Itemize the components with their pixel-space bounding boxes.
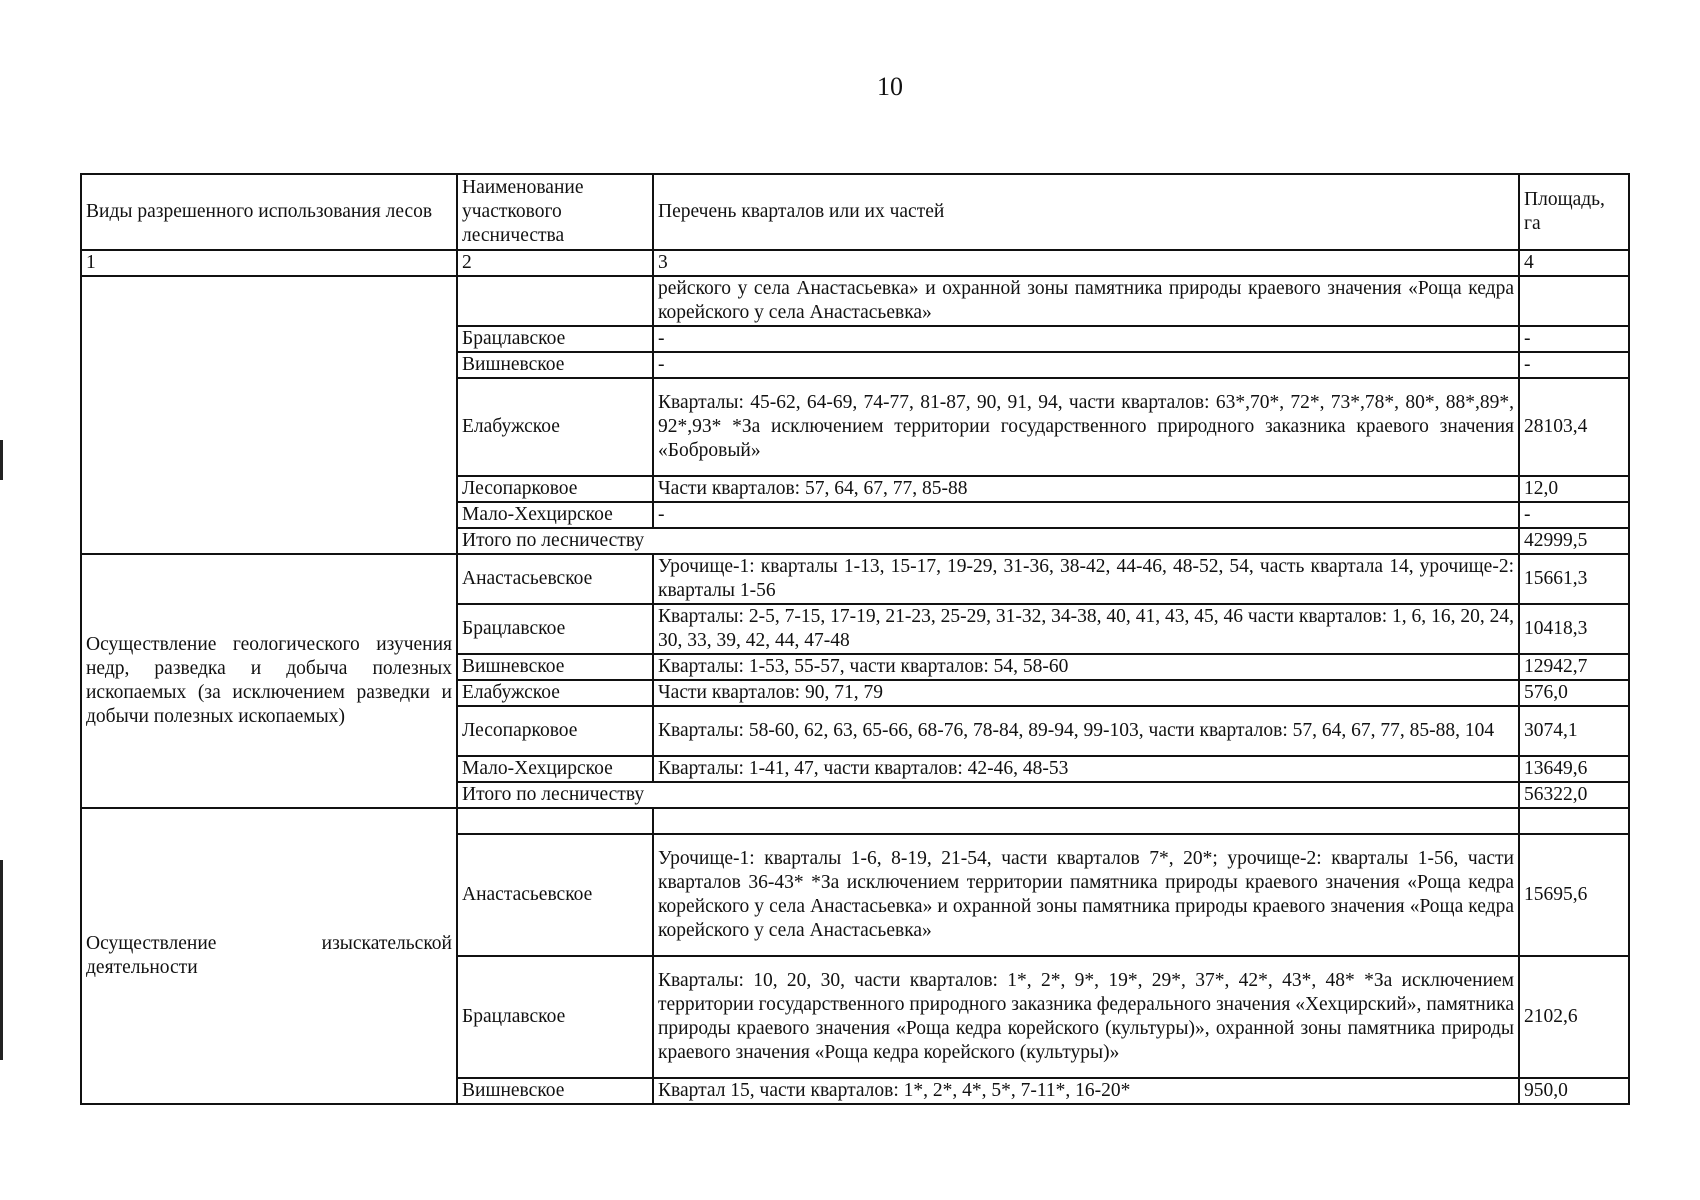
total-area: 56322,0 xyxy=(1519,782,1629,808)
use-type-cell: Осуществление изыскательской деятельности xyxy=(81,808,457,1104)
forestry-cell xyxy=(457,276,653,326)
use-type-cell xyxy=(81,276,457,554)
area-cell: 576,0 xyxy=(1519,680,1629,706)
area-cell: - xyxy=(1519,326,1629,352)
forestry-cell: Лесопарковое xyxy=(457,706,653,756)
forestry-cell: Брацлавское xyxy=(457,604,653,654)
area-cell xyxy=(1519,808,1629,834)
forestry-cell: Брацлавское xyxy=(457,326,653,352)
use-type-cell: Осуществление геологического изучения недр, разведка и добыча полезных ископаемых (за исключением разведки и добычи полезных ископаемых) xyxy=(81,554,457,808)
scan-edge-mark xyxy=(0,440,3,480)
area-cell: 2102,6 xyxy=(1519,956,1629,1078)
total-label: Итого по лесничеству xyxy=(457,528,1519,554)
quarters-cell: рейского у села Анастасьевка» и охранной зоны памятника природы краевого значения «Роща кедра корейского у села Анастасьевка» xyxy=(653,276,1519,326)
table-header-row xyxy=(81,174,1629,250)
quarters-cell: Квартал 15, части кварталов: 1*, 2*, 4*, 5*, 7-11*, 16-20* xyxy=(653,1078,1519,1104)
quarters-cell: Кварталы: 10, 20, 30, части кварталов: 1*, 2*, 9*, 19*, 29*, 37*, 42*, 43*, 48* *За исключением территории государственного природного заказника федерального значения «Хехцирский», памятника природы краевого значения «Роща кедра корейского (культуры)», охранной зоны памятника природы краевого значения «Роща кедра корейского (культуры)» xyxy=(653,956,1519,1078)
header-area: Площадь, га xyxy=(1519,174,1629,250)
area-cell: 12,0 xyxy=(1519,476,1629,502)
quarters-cell: Кварталы: 2-5, 7-15, 17-19, 21-23, 25-29, 31-32, 34-38, 40, 41, 43, 45, 46 части кварталов: 1, 6, 16, 20, 24, 30, 33, 39, 42, 44, 47-48 xyxy=(653,604,1519,654)
page-number: 10 xyxy=(877,72,903,101)
column-number: 3 xyxy=(653,250,1519,276)
area-cell: 950,0 xyxy=(1519,1078,1629,1104)
forestry-cell: Елабужское xyxy=(457,680,653,706)
forestry-cell: Вишневское xyxy=(457,654,653,680)
quarters-cell: - xyxy=(653,326,1519,352)
forestry-cell: Лесопарковое xyxy=(457,476,653,502)
quarters-cell: - xyxy=(653,352,1519,378)
header-use-type: Виды разрешенного использования лесов xyxy=(81,174,457,250)
area-cell: 13649,6 xyxy=(1519,756,1629,782)
total-label: Итого по лесничеству xyxy=(457,782,1519,808)
header-forestry: Наименование участкового лесничества xyxy=(457,174,653,250)
table-row xyxy=(81,554,1629,604)
quarters-cell: Кварталы: 58-60, 62, 63, 65-66, 68-76, 78-84, 89-94, 99-103, части кварталов: 57, 64, 67, 77, 85-88, 104 xyxy=(653,706,1519,756)
forestry-cell: Елабужское xyxy=(457,378,653,476)
quarters-cell: Части кварталов: 57, 64, 67, 77, 85-88 xyxy=(653,476,1519,502)
forestry-cell: Брацлавское xyxy=(457,956,653,1078)
header-quarters: Перечень кварталов или их частей xyxy=(653,174,1519,250)
column-number: 4 xyxy=(1519,250,1629,276)
area-cell: - xyxy=(1519,352,1629,378)
area-cell: 15695,6 xyxy=(1519,834,1629,956)
column-number: 1 xyxy=(81,250,457,276)
forestry-cell: Вишневское xyxy=(457,352,653,378)
table-row xyxy=(81,276,1629,326)
area-cell: 28103,4 xyxy=(1519,378,1629,476)
forestry-cell xyxy=(457,808,653,834)
forestry-cell: Анастасьевское xyxy=(457,554,653,604)
forestry-cell: Мало-Хехцирское xyxy=(457,502,653,528)
area-cell xyxy=(1519,276,1629,326)
area-cell: 10418,3 xyxy=(1519,604,1629,654)
table-row xyxy=(81,808,1629,834)
quarters-cell xyxy=(653,808,1519,834)
area-cell: 12942,7 xyxy=(1519,654,1629,680)
forestry-cell: Анастасьевское xyxy=(457,834,653,956)
forest-use-table xyxy=(80,173,1630,1105)
quarters-cell: Кварталы: 45-62, 64-69, 74-77, 81-87, 90, 91, 94, части кварталов: 63*,70*, 72*, 73*,78*, 80*, 88*,89*, 92*,93* *За исключением территории государственного природного заказника краевого значения «Бобровый» xyxy=(653,378,1519,476)
quarters-cell: Части кварталов: 90, 71, 79 xyxy=(653,680,1519,706)
quarters-cell: Кварталы: 1-53, 55-57, части кварталов: 54, 58-60 xyxy=(653,654,1519,680)
quarters-cell: Урочище-1: кварталы 1-6, 8-19, 21-54, части кварталов 7*, 20*; урочище-2: кварталы 1-56, части кварталов 36-43* *За исключением территории памятника природы краевого значения «Роща кедра корейского у села Анастасьевка» и охранной зоны памятника природы краевого значения «Роща кедра корейского у села Анастасьевка» xyxy=(653,834,1519,956)
column-number: 2 xyxy=(457,250,653,276)
total-area: 42999,5 xyxy=(1519,528,1629,554)
area-cell: 3074,1 xyxy=(1519,706,1629,756)
forestry-cell: Мало-Хехцирское xyxy=(457,756,653,782)
column-number-row xyxy=(81,250,1629,276)
quarters-cell: - xyxy=(653,502,1519,528)
quarters-cell: Урочище-1: кварталы 1-13, 15-17, 19-29, 31-36, 38-42, 44-46, 48-52, 54, часть квартала 14, урочище-2: кварталы 1-56 xyxy=(653,554,1519,604)
scan-edge-mark xyxy=(0,860,3,1060)
forestry-cell: Вишневское xyxy=(457,1078,653,1104)
quarters-cell: Кварталы: 1-41, 47, части кварталов: 42-46, 48-53 xyxy=(653,756,1519,782)
area-cell: - xyxy=(1519,502,1629,528)
area-cell: 15661,3 xyxy=(1519,554,1629,604)
